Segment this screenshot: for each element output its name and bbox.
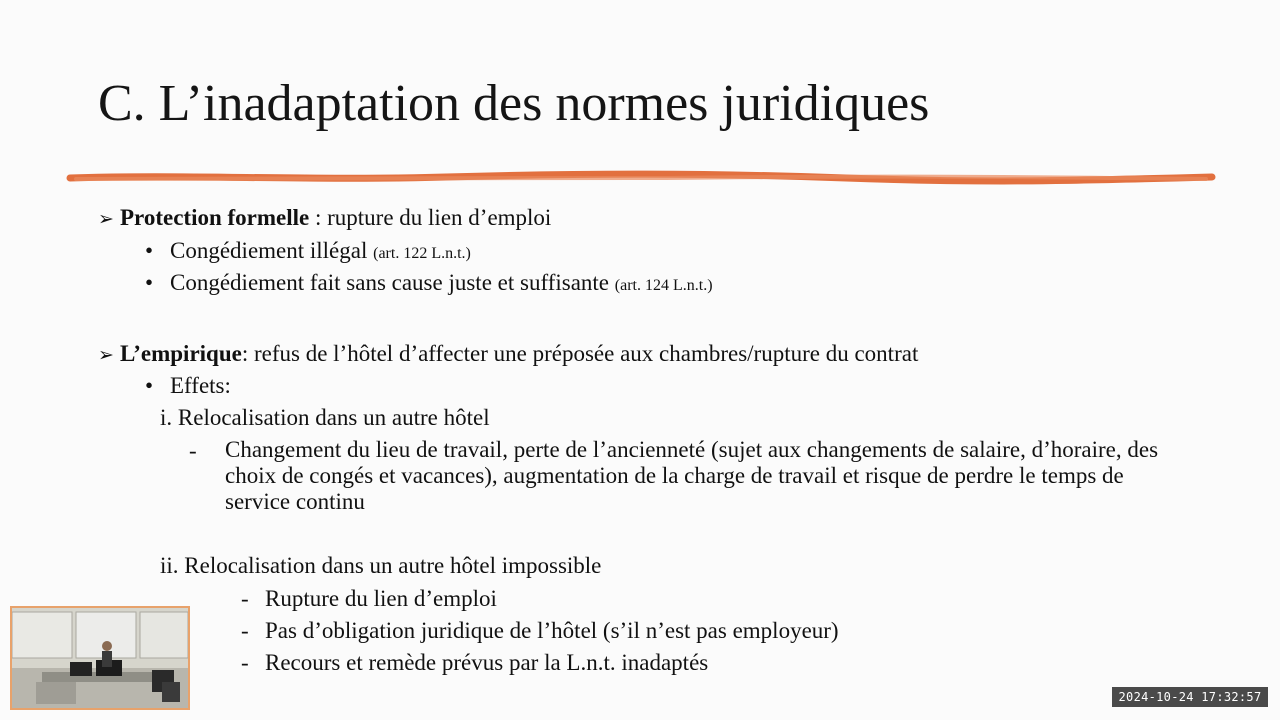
webcam-feed[interactable]	[10, 606, 190, 710]
dash-bullet: -	[189, 438, 197, 463]
dash-bullet: -	[241, 650, 249, 675]
section-heading-rest: : rupture du lien d’emploi	[309, 205, 552, 230]
arrow-bullet-icon: ➢	[98, 344, 114, 366]
list-item	[241, 585, 497, 613]
title-divider	[66, 168, 1216, 188]
dash-bullet: -	[241, 586, 249, 611]
dash-bullet: -	[241, 618, 249, 643]
case-1-label: i. Relocalisation dans un autre hôtel	[160, 405, 490, 430]
list-item-text: Pas d’obligation juridique de l’hôtel (s’il n’est pas employeur)	[265, 618, 839, 643]
list-item-text: Congédiement illégal	[170, 238, 374, 263]
recording-timestamp: 2024-10-24 17:32:57	[1112, 687, 1268, 707]
effects-item	[145, 372, 231, 400]
section-heading: L’empirique	[120, 341, 242, 366]
case-1-description: Changement du lieu de travail, perte de l’ancienneté (sujet aux changements de salaire, d’horaire, des choix de congés et vacances), augmentation de la charge de travail et risque de perdre le temps de service continu	[225, 437, 1159, 514]
article-reference: (art. 124 L.n.t.)	[614, 277, 713, 294]
list-item-text: Recours et remède prévus par la L.n.t. inadaptés	[265, 650, 709, 675]
list-item	[145, 237, 471, 268]
arrow-bullet-icon: ➢	[98, 208, 114, 230]
section-heading: Protection formelle	[120, 205, 310, 230]
list-item	[145, 269, 713, 300]
effects-label: Effets:	[170, 373, 231, 398]
list-item	[241, 617, 839, 645]
webcam-scene-image	[12, 608, 188, 708]
bullet-dot: •	[145, 238, 154, 263]
section-heading-rest: : refus de l’hôtel d’affecter une préposée aux chambres/rupture du contrat	[241, 341, 919, 366]
list-item	[241, 649, 708, 677]
section-protection-formelle	[98, 204, 551, 233]
list-item-text: Rupture du lien d’emploi	[265, 586, 497, 611]
bullet-dot: •	[145, 373, 154, 398]
bullet-dot: •	[145, 270, 154, 295]
case-2-label: ii. Relocalisation dans un autre hôtel impossible	[160, 553, 602, 578]
article-reference: (art. 122 L.n.t.)	[373, 245, 471, 262]
list-item-text: Congédiement fait sans cause juste et suffisante	[170, 270, 615, 295]
section-empirique	[98, 340, 918, 369]
slide-title: C. L’inadaptation des normes juridiques	[98, 75, 930, 132]
